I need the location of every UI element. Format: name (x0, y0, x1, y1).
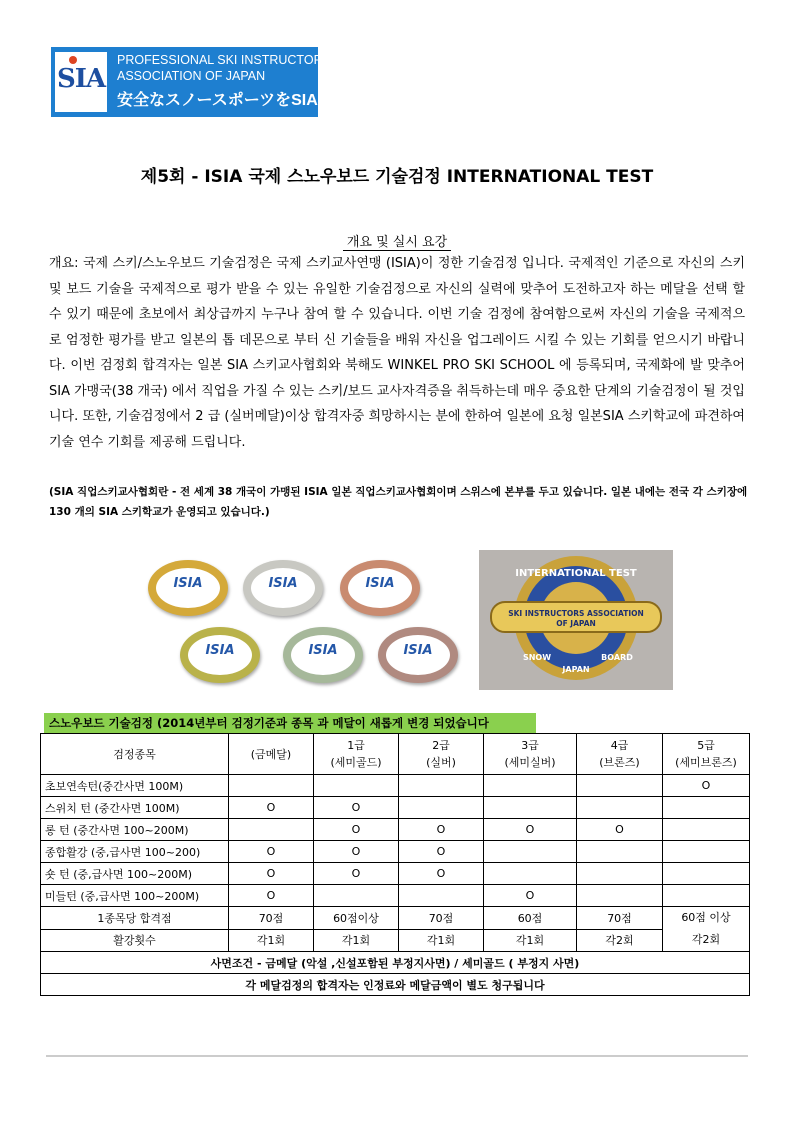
table-cell: 60점 (484, 907, 577, 930)
row-name: 미들턴 (중,급사면 100~200M) (41, 885, 229, 907)
table-cell: 70점 (577, 907, 663, 930)
sia-mark-icon: SIA (55, 52, 107, 112)
row-name: 종합활강 (중,급사면 100~200) (41, 841, 229, 863)
table-cell (577, 863, 663, 885)
table-cell (314, 885, 399, 907)
header-cell: 4급 (브론즈) (577, 734, 663, 775)
table-cell: 각2회 (577, 929, 663, 952)
fee-note: 각 메달검정의 합격자는 인정료와 메달금액이 별도 청구됩니다 (41, 974, 750, 996)
sia-logo (51, 47, 331, 117)
table-cell (399, 775, 484, 797)
footer-row (41, 974, 750, 996)
table-cell: O (229, 841, 314, 863)
pass-score-row (41, 907, 750, 930)
table-cell: 70점 (229, 907, 314, 930)
row-name: 스위치 턴 (중간사면 100M) (41, 797, 229, 819)
table-cell: 60점이상 (314, 907, 399, 930)
page-title: 제5회 - ISIA 국제 스노우보드 기술검정 INTERNATIONAL TEST (140, 167, 654, 187)
table-cell (577, 885, 663, 907)
table-cell: O (314, 841, 399, 863)
medal-bottom-left: SNOW (522, 653, 552, 662)
table-cell: O (314, 797, 399, 819)
table-cell: O (314, 819, 399, 841)
table-cell (663, 819, 750, 841)
table-cell (399, 885, 484, 907)
slope-row (41, 952, 750, 974)
table-cell: O (314, 863, 399, 885)
table-cell: O (399, 841, 484, 863)
header-cell: (금메달) (229, 734, 314, 775)
table-cell: 각1회 (484, 929, 577, 952)
table-row (41, 863, 750, 885)
table-row (41, 775, 750, 797)
table-cell (663, 797, 750, 819)
medal-badges (143, 555, 433, 690)
table-cell (577, 775, 663, 797)
medal-bottom-right: BOARD (601, 653, 633, 662)
logo-line-1: PROFESSIONAL SKI INSTRUCTORS (117, 53, 331, 67)
table-cell: O (229, 863, 314, 885)
table-cell (399, 797, 484, 819)
badge-bronze-icon: ISIA (283, 627, 363, 683)
medal-top-text: INTERNATIONAL TEST (515, 568, 637, 579)
medal-photo (479, 550, 673, 690)
medal-bottom-mid: JAPAN (562, 665, 590, 674)
table-cell (229, 775, 314, 797)
row-name: 초보연속턴(중간사면 100M) (41, 775, 229, 797)
table-cell: 각1회 (229, 929, 314, 952)
table-cell: O (484, 885, 577, 907)
table-cell: O (229, 885, 314, 907)
table-cell: O (577, 819, 663, 841)
table-cell (484, 841, 577, 863)
badge-semisilver-icon: ISIA (180, 627, 260, 683)
logo-line-3: 安全なスノースポーツをSIA (117, 92, 318, 109)
table-cell: O (663, 775, 750, 797)
table-cell (663, 863, 750, 885)
table-cell: 70점 (399, 907, 484, 930)
pass-count-last-cell: 60점 이상 각2회 (663, 907, 750, 952)
table-cell (663, 841, 750, 863)
test-table (40, 733, 750, 996)
row-name: 숏 턴 (중,급사면 100~200M) (41, 863, 229, 885)
medal-bar-text-2: OF JAPAN (556, 619, 596, 628)
table-cell (229, 819, 314, 841)
header-cell: 3급 (세미실버) (484, 734, 577, 775)
table-cell: O (399, 819, 484, 841)
overview-paragraph: 개요: 국제 스키/스노우보드 기술검정은 국제 스키교사연맹 (ISIA)이 정한 기술검정 입니다. 국제적인 기준으로 자신의 스키 및 보드 기술을 국제적으로 평가 받을 수 있는 유일한 기술검정으로 자신의 실력에 맞추어 도전하고자 하는 메달을 선택 할 수 있기 때문에 초보에서 최상급까지 누구나 참여 할 수 있습니다. 이번 기술 검정에 참여함으로써 자신의 기술을 국제적으로 엄정한 평가를 받고 일본의 톱 데몬으로 부터 신 기술들을 배워 자신을 업그레이드 시킬 수 있는 기회를 얻으시기 바랍니다. 이번 검정회 합격자는 일본 SIA 스키교사협회와 북해도 WINKEL PRO SKI SCHOOL 에 등록되며, 국제화에 발 맞추어 SIA 가맹국(38 개국) 에서 직업을 가질 수 있는 스키/보드 교사자격증을 취득하는데 매우 중요한 단계의 기술검정이 될 것입니다. 또한, 기술검정에서 2 급 (실버메달)이상 합격자중 희망하시는 분에 한하여 일본에 요청 일본SIA 스키학교에 파견하여 기술 연수 기회를 제공해 드립니다. (49, 256, 745, 450)
header-cell: 1급 (세미골드) (314, 734, 399, 775)
table-cell: O (229, 797, 314, 819)
table-cell (577, 797, 663, 819)
table-cell (484, 863, 577, 885)
table-row (41, 841, 750, 863)
table-header-row (41, 734, 750, 775)
table-cell (663, 885, 750, 907)
badge-silver-icon: ISIA (340, 560, 420, 616)
table-cell: 각1회 (399, 929, 484, 952)
row-name: 롱 턴 (중간사면 100~200M) (41, 819, 229, 841)
medal-bar-text-1: SKI INSTRUCTORS ASSOCIATION (508, 609, 644, 618)
table-cell: 각1회 (314, 929, 399, 952)
run-count-row (41, 929, 750, 952)
table-cell (484, 775, 577, 797)
count-label: 활강횟수 (41, 929, 229, 952)
table-cell: O (399, 863, 484, 885)
section-subtitle: 개요 및 실시 요강 (0, 231, 794, 250)
slope-condition: 사면조건 - 금메달 (악설 ,신설포함된 부정지사면) / 세미골드 ( 부정지 사면) (41, 952, 750, 974)
badge-semigold-icon: ISIA (243, 560, 323, 616)
header-cell: 2급 (실버) (399, 734, 484, 775)
test-banner: 스노우보드 기술검정 (2014년부터 검정기준과 종목 과 메달이 새롭게 변경 되었습니다 (44, 713, 536, 733)
table-cell (314, 775, 399, 797)
table-row (41, 797, 750, 819)
badge-semibronze-icon: ISIA (378, 627, 458, 683)
badge-gold-icon: ISIA (148, 560, 228, 616)
pass-label: 1종목당 합격점 (41, 907, 229, 930)
logo-line-2: ASSOCIATION OF JAPAN (117, 69, 266, 83)
header-cell: 검정종목 (41, 734, 229, 775)
table-row (41, 885, 750, 907)
table-cell (484, 797, 577, 819)
table-row (41, 819, 750, 841)
table-cell (577, 841, 663, 863)
divider (46, 1055, 748, 1057)
sia-note: (SIA 직업스키교사협회란 - 전 세계 38 개국이 가맹된 ISIA 일본 직업스키교사협회이며 스위스에 본부를 두고 있습니다. 일본 내에는 전국 각 스키장에 130 개의 SIA 스키학교가 운영되고 있습니다.) (49, 486, 748, 518)
header-cell: 5급 (세미브론즈) (663, 734, 750, 775)
table-cell: O (484, 819, 577, 841)
